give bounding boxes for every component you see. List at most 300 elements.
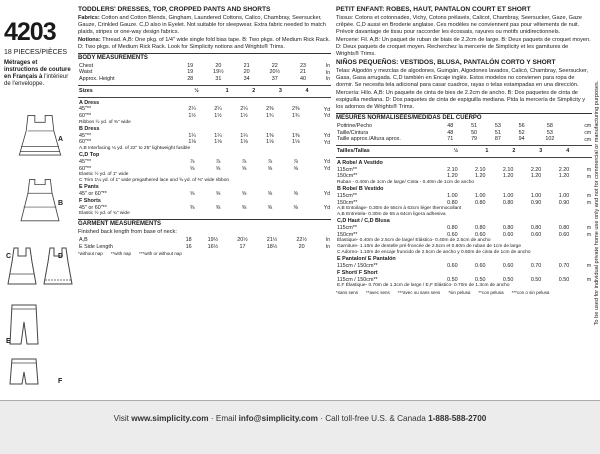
row-value: ⅜ — [189, 204, 195, 211]
row-label: 150cm** — [337, 199, 358, 206]
table-row — [336, 270, 592, 277]
row-value: ⅝ — [241, 165, 247, 172]
row-value — [466, 270, 494, 277]
row-unit — [578, 186, 592, 193]
metric-body-table — [336, 123, 592, 143]
row-unit: Yd — [323, 191, 330, 198]
row-value: 1¾ — [292, 113, 300, 120]
vertical-usage-text: To be used for individual private home use only and not for commercial or manufacturing purposes. — [594, 80, 600, 326]
fabrics-text: Cotton and Cotton Blends, Gingham, Laundered Cottons, Calico, Chambray, Seersucker, Gauze, Crinkled Gauze. C,D also in Eyelet. Not suitable for sleepwear. Extra fabric needed to match plaids, stripes or one-way design fabrics. — [78, 15, 326, 36]
row-value: 1⅛ — [292, 139, 300, 146]
row-value: 2⅜ — [292, 106, 300, 113]
row-value — [550, 186, 578, 193]
footnote: **avec sens — [366, 290, 390, 296]
row-unit: m — [586, 263, 591, 270]
row-value — [494, 160, 522, 167]
pieces-count: 18 PIECES/PIÈCES — [4, 49, 68, 56]
row-unit: Yd — [323, 204, 330, 211]
row-value: 2⅜ — [266, 106, 274, 113]
pattern-number: 4203 — [4, 18, 56, 46]
row-value: 2¼ — [240, 106, 248, 113]
english-footnotes — [78, 251, 331, 257]
row-value: 1⅜ — [292, 132, 300, 139]
row-value: 1.20 — [530, 173, 542, 180]
row-value — [257, 100, 283, 107]
row-label: F Shorts — [79, 197, 101, 204]
row-value — [205, 152, 231, 159]
table-row — [78, 198, 331, 205]
row-value: 0.60 — [558, 231, 570, 238]
row-unit: In — [325, 237, 330, 244]
divider — [336, 157, 592, 158]
footer-email-link[interactable]: info@simplicity.com — [238, 414, 318, 423]
row-value: 0.80 — [502, 199, 514, 206]
body-measurements-heading: BODY MEASUREMENTS — [78, 53, 331, 63]
row-unit: m — [586, 231, 591, 238]
row-value — [283, 126, 309, 133]
row-value: 0.60 — [530, 231, 542, 238]
row-label: E Side Length — [79, 243, 113, 250]
row-value: 102 — [545, 136, 555, 143]
view-letter-e: E — [6, 338, 11, 345]
row-label: B Robe/ B Vestido — [337, 186, 384, 193]
row-label: 45" or 60"** — [79, 191, 107, 198]
row-label: 60"** — [79, 139, 92, 146]
view-letter-b: B — [58, 200, 64, 207]
footer-email-label: Email — [215, 414, 237, 423]
row-label: F Short/ F Short — [337, 269, 378, 276]
table-row — [78, 191, 331, 198]
row-label: 115cm** — [337, 166, 357, 173]
row-value — [550, 218, 578, 225]
table-row — [78, 184, 331, 191]
row-value — [466, 186, 494, 193]
view-letter-d: D — [58, 253, 64, 260]
row-value: 51 — [494, 129, 501, 136]
row-value — [257, 198, 283, 205]
row-label: A,B Entretela- 0.30m de 55 a 64cm ligera adhesiva — [337, 212, 446, 218]
row-value — [179, 100, 205, 107]
spanish-title: NIÑOS PEQUEÑOS: VESTIDOS, BLUSA, PANTALÓN CORTO Y SHORT — [336, 59, 556, 67]
row-value: 19 — [187, 62, 194, 69]
table-row — [78, 237, 331, 244]
table-row — [336, 136, 592, 143]
row-value — [494, 218, 522, 225]
row-value: 1⅛ — [188, 139, 196, 146]
table-row — [336, 186, 592, 193]
row-label: Taille/Cintura — [337, 129, 369, 136]
fabric-yardage-table — [78, 100, 331, 218]
row-value: 71 — [447, 136, 454, 143]
row-value: 1.00 — [530, 192, 542, 199]
row-value: 0.60 — [475, 231, 486, 238]
row-value: 0.50 — [475, 276, 486, 283]
footnote: **with nap — [110, 251, 132, 257]
dress-a-icon — [4, 112, 76, 162]
row-unit — [309, 126, 331, 133]
row-label: Waist — [79, 69, 93, 76]
row-label: Chest — [79, 62, 94, 69]
row-value: ⅜ — [215, 204, 221, 211]
row-value — [179, 152, 205, 159]
fabrics-paragraph — [78, 15, 331, 36]
row-value: 0.80 — [502, 224, 514, 231]
view-letter-c: C — [6, 253, 12, 260]
divider — [78, 85, 331, 86]
row-value — [179, 126, 205, 133]
french-note-bold: Métrages et instructions de couture en Français à — [4, 60, 71, 80]
row-unit — [309, 152, 331, 159]
row-label: E,F Élastique- 0.70m de 1.3cm de large / E,F Elástico- 0.70m de 1.3cm de ancho — [337, 283, 510, 289]
row-value: 0.70 — [530, 263, 542, 270]
row-unit: Yd — [323, 139, 330, 146]
row-value: 1.20 — [447, 173, 458, 180]
row-value: ⅝ — [267, 191, 273, 198]
row-unit: m — [586, 173, 591, 180]
row-value — [231, 184, 257, 191]
row-value — [522, 186, 550, 193]
spanish-fabrics: Telas: Algodón y mezclas de algodones, Guingán, Algodones lavados, Calicó, Chambray, Seersucker, Gasa, Gasa arrugada. C,D también en Encaje inglés. Estos modelos no convienen para ropa de dormir. Se necesita tela adicional para casar cuadros, rayas o telas estampadas en una dirección. — [336, 68, 589, 89]
row-unit — [309, 184, 331, 191]
footnote: *sans sens — [336, 290, 359, 296]
footer-phone[interactable]: 1-888-588-2700 — [428, 414, 487, 423]
row-value — [466, 218, 494, 225]
english-title: TODDLERS' DRESSES, TOP, CROPPED PANTS AND SHORTS — [78, 6, 271, 13]
row-label: 150cm** — [337, 173, 358, 180]
french-fabrics: Tissus: Cotons et cotonnades, Vichy, Cotons prélavés, Calicot, Chambray, Seersucker, Gaze, Gaze crêpée. C,D aussi en Broderie anglaise. Ces modèles ne conviennent pas pour vêtements de nuit. Prévoir davantage de tissu pour raccorder les écossais, rayures ou motifs unidirectionnels. — [336, 15, 583, 36]
row-value: 19½ — [213, 69, 224, 76]
table-row — [336, 283, 592, 289]
footer-website-link[interactable]: www.simplicity.com — [131, 414, 209, 423]
row-value: 21½ — [266, 236, 278, 243]
row-value: 0.60 — [447, 231, 458, 238]
row-unit: Yd — [323, 113, 330, 120]
row-value: 48 — [447, 122, 454, 129]
table-row — [336, 225, 592, 232]
row-value — [522, 218, 550, 225]
row-value — [205, 100, 231, 107]
row-value — [438, 160, 466, 167]
footnote: *without nap — [78, 251, 103, 257]
spanish-notions: Mercería: Hilo. A,B: Un paquete de cinta de bies de 2.2cm de ancho. B: Dos paquetes de cinta de espiguilla mediana. D: Dos paquetes de cinta de espiguilla mediana. Pida la mercería de Simplicity y los adornos de Wrights® Trims. — [336, 90, 586, 111]
row-value: 0.50 — [447, 276, 458, 283]
row-value — [205, 184, 231, 191]
row-value: 2.10 — [447, 166, 458, 173]
garment-subtitle: Finished back length from base of neck: — [78, 228, 177, 235]
row-label: A,B Interfacing ⅛ yd. of 22" to 25" lightweight fusible — [79, 146, 191, 152]
row-unit: cm — [584, 129, 591, 136]
row-value: 0.60 — [475, 263, 486, 270]
row-value: 52 — [518, 129, 525, 136]
row-value: 16½ — [207, 243, 219, 250]
row-value: 1⅛ — [214, 139, 222, 146]
row-value: 2¼ — [188, 106, 196, 113]
metric-measurements-heading: MESURES NORMALISÉES/MEDIDAS DEL CUERPO — [336, 113, 592, 123]
row-value — [205, 126, 231, 133]
notions-label: Notions: — [78, 37, 101, 44]
row-unit: In — [325, 62, 330, 69]
row-label: 45"** — [79, 132, 92, 139]
footnote: ***with or without nap — [139, 251, 182, 257]
row-label: 115cm** — [337, 192, 357, 199]
row-value: ⅝ — [189, 165, 195, 172]
row-label: 115cm / 150cm** — [337, 263, 378, 270]
footer-call-label: Call toll-free U.S. & Canada — [325, 414, 426, 423]
row-value: 2.20 — [530, 166, 542, 173]
row-label: A Dress — [79, 99, 100, 106]
row-value: 21 — [243, 62, 250, 69]
spanish-french-column — [336, 6, 592, 399]
row-value: 0.70 — [558, 263, 570, 270]
row-value: 18½ — [266, 243, 278, 250]
table-row — [336, 256, 592, 263]
row-value: 1½ — [240, 113, 248, 120]
footer-visit: Visit — [113, 414, 129, 423]
table-row — [78, 69, 331, 76]
row-value: 0.60 — [447, 263, 458, 270]
view-d-illustration — [40, 244, 76, 294]
row-unit: In — [325, 76, 330, 83]
row-value: 87 — [494, 136, 501, 143]
row-value: 18 — [185, 236, 192, 243]
row-unit — [309, 198, 331, 205]
sizes-row — [78, 88, 331, 95]
row-value: ⅝ — [241, 191, 247, 198]
row-value — [522, 160, 550, 167]
row-value — [438, 218, 466, 225]
fabrics-label: Fabrics: — [78, 15, 100, 22]
row-value: 1½ — [188, 113, 196, 120]
table-row — [336, 167, 592, 174]
size-value: 4 — [305, 87, 309, 94]
row-unit — [578, 160, 592, 167]
row-value — [205, 198, 231, 205]
row-value: 1.20 — [475, 173, 486, 180]
body-measurements-table — [78, 63, 331, 83]
row-unit — [578, 270, 592, 277]
row-value: 0.80 — [447, 199, 458, 206]
row-value: 0.60 — [502, 263, 514, 270]
divider — [78, 97, 331, 98]
row-value: 1.20 — [502, 173, 514, 180]
footer-sep: · — [210, 414, 216, 423]
row-unit: Yd — [323, 165, 330, 172]
row-value: 0.80 — [530, 224, 542, 231]
size-value: 2 — [512, 148, 516, 155]
row-unit — [578, 256, 592, 263]
row-value: 50 — [471, 129, 478, 136]
table-row — [78, 106, 331, 113]
view-a-illustration — [4, 112, 76, 162]
row-value — [257, 184, 283, 191]
row-value: 22 — [271, 62, 278, 69]
row-value: ⅝ — [215, 165, 221, 172]
row-value: 20 — [215, 62, 222, 69]
row-value: 0.50 — [502, 276, 514, 283]
table-row — [78, 100, 331, 107]
table-row — [336, 193, 592, 200]
row-value: 34 — [243, 76, 250, 83]
dress-b-icon — [4, 176, 76, 226]
spanish-footnotes — [336, 290, 592, 296]
row-value: 1.00 — [447, 192, 458, 199]
row-label: Poitrine/Pecho — [337, 122, 373, 129]
row-value: 1.20 — [558, 173, 570, 180]
garment-measurements-table — [78, 237, 331, 251]
row-value: ⅝ — [293, 191, 299, 198]
row-value: ⅜ — [267, 204, 273, 211]
view-letter-f: F — [58, 378, 63, 385]
row-label: C Adorno- 1.10m de encaje fruncido de 2.5cm de ancho y 0.60m de cinta de 1cm de ancho — [337, 250, 531, 256]
row-value: 1¾ — [266, 113, 274, 120]
row-value — [438, 256, 466, 263]
row-value: 0.50 — [530, 276, 542, 283]
table-row — [78, 113, 331, 120]
row-value: 1¼ — [240, 132, 248, 139]
english-column — [78, 6, 331, 399]
row-value: 2¼ — [214, 106, 222, 113]
row-label: 60"** — [79, 165, 92, 172]
row-value: 20½ — [269, 69, 281, 76]
footnote: ***con o sin pelusa — [511, 290, 550, 296]
row-value: ⅜ — [293, 204, 299, 211]
row-value: 1.00 — [558, 192, 570, 199]
row-unit: m — [586, 225, 591, 232]
row-value — [257, 152, 283, 159]
size-value: 2 — [252, 87, 256, 94]
row-label: Élastique- 0.40m de 2.5cm de large/ Elástico- 0.40m de 2.5cm de ancho — [337, 238, 491, 244]
row-label: A Robe/ A Vestido — [337, 159, 383, 166]
row-value — [494, 256, 522, 263]
size-value: ½ — [453, 148, 459, 155]
row-value: ⅞ — [267, 158, 273, 165]
garment-measurements-heading: GARMENT MEASUREMENTS — [78, 219, 331, 229]
row-value — [283, 152, 309, 159]
table-row — [336, 218, 592, 225]
row-value: 1.00 — [475, 192, 486, 199]
sizes-label: Sizes — [79, 87, 93, 94]
row-value: 58 — [546, 122, 553, 129]
row-label: 115cm / 150cm** — [337, 276, 378, 283]
row-unit: m — [586, 276, 591, 283]
row-value — [466, 160, 494, 167]
row-label: E Pantalon/ E Pantalón — [337, 256, 396, 263]
row-value: ⅝ — [267, 165, 273, 172]
table-row — [78, 152, 331, 159]
row-label: B Dress — [79, 125, 100, 132]
row-value: 17 — [239, 243, 246, 250]
row-label: 45" or 60"** — [79, 204, 107, 211]
row-value — [494, 186, 522, 193]
row-label: E Pants — [79, 184, 99, 191]
french-note-rest: l'intérieur de l'enveloppe. — [4, 73, 69, 87]
size-value: 1 — [485, 148, 489, 155]
row-label: Ribbon ½ yd. of ⅜" wide — [79, 119, 131, 125]
row-value: ⅞ — [241, 158, 247, 165]
table-row — [78, 63, 331, 70]
row-value: 2.10 — [502, 166, 514, 173]
row-value: 0.80 — [475, 224, 486, 231]
size-value: 4 — [566, 148, 570, 155]
row-value: 22½ — [296, 236, 307, 243]
row-value: 1⅜ — [266, 132, 274, 139]
row-value: 0.50 — [558, 276, 570, 283]
row-value: 2.10 — [475, 166, 486, 173]
footer-bar — [0, 400, 600, 454]
row-label: C,D Top — [79, 152, 100, 159]
row-value: 0.80 — [558, 224, 570, 231]
table-row — [336, 130, 592, 137]
view-c-illustration — [4, 244, 40, 294]
row-value: ⅞ — [215, 158, 221, 165]
row-value: 1⅛ — [240, 139, 248, 146]
size-value: 3 — [539, 148, 543, 155]
row-value: 0.80 — [475, 199, 486, 206]
french-note — [4, 60, 72, 88]
sizes-header-table — [78, 88, 331, 95]
french-notions: Mercerie: Fil. A,B: Un paquet de ruban de biais de 2.2cm de large. B: Deux paquets de croquet moyen. D: Deux paquets de croquet moyen. Recherchez la mercerie de Simplicity et les garnitures de Wrights® Trims. — [336, 37, 591, 58]
row-unit: m — [586, 166, 591, 173]
row-unit: In — [325, 243, 330, 250]
row-unit: Yd — [323, 106, 330, 113]
row-value: ⅞ — [293, 158, 299, 165]
row-value: 16 — [185, 243, 192, 250]
view-b-illustration — [4, 176, 76, 226]
row-label: C,D Haut / C,D Blusa — [337, 218, 390, 225]
row-value: 0.90 — [530, 199, 542, 206]
row-value: 19½ — [207, 236, 219, 243]
size-value: ½ — [194, 87, 199, 94]
row-unit: cm — [584, 136, 591, 143]
top-c-icon — [4, 244, 40, 294]
row-unit — [320, 88, 331, 95]
table-row — [78, 76, 331, 83]
top-d-icon — [40, 244, 76, 294]
row-value: 48 — [447, 129, 454, 136]
footer-contact — [0, 414, 600, 423]
shorts-f-icon — [4, 356, 44, 392]
row-label: 115cm** — [337, 224, 357, 231]
metric-fabric-table — [336, 160, 592, 290]
row-value — [466, 256, 494, 263]
row-value: 40 — [299, 76, 306, 83]
row-value: 53 — [546, 129, 553, 136]
footnote: ***avec ou sans sens — [397, 290, 441, 296]
metric-sizes-table — [336, 148, 592, 155]
row-value — [231, 100, 257, 107]
row-value — [231, 152, 257, 159]
table-row — [336, 123, 592, 130]
row-value: 21 — [299, 69, 306, 76]
row-unit — [581, 148, 592, 155]
french-title: PETIT ENFANT: ROBES, HAUT, PANTALON COURT ET SHORT — [336, 6, 531, 13]
row-value: 1¼ — [214, 132, 222, 139]
size-value: 3 — [278, 87, 282, 94]
table-row — [78, 159, 331, 166]
row-value: 51 — [471, 122, 478, 129]
row-value — [231, 126, 257, 133]
row-label: Taille approx./Altura aprox. — [337, 136, 401, 143]
row-label: 45"** — [79, 158, 92, 165]
row-value — [179, 198, 205, 205]
row-label: 45"** — [79, 106, 92, 113]
row-value: 0.60 — [502, 231, 514, 238]
row-unit — [578, 218, 592, 225]
row-value — [438, 270, 466, 277]
row-label: C Trim 1¼ yd. of 1" wide pregathered lace and ⅝ yd. of ⅜" wide ribbon — [79, 178, 230, 184]
table-row — [78, 211, 331, 217]
row-label: 150cm** — [337, 231, 358, 238]
